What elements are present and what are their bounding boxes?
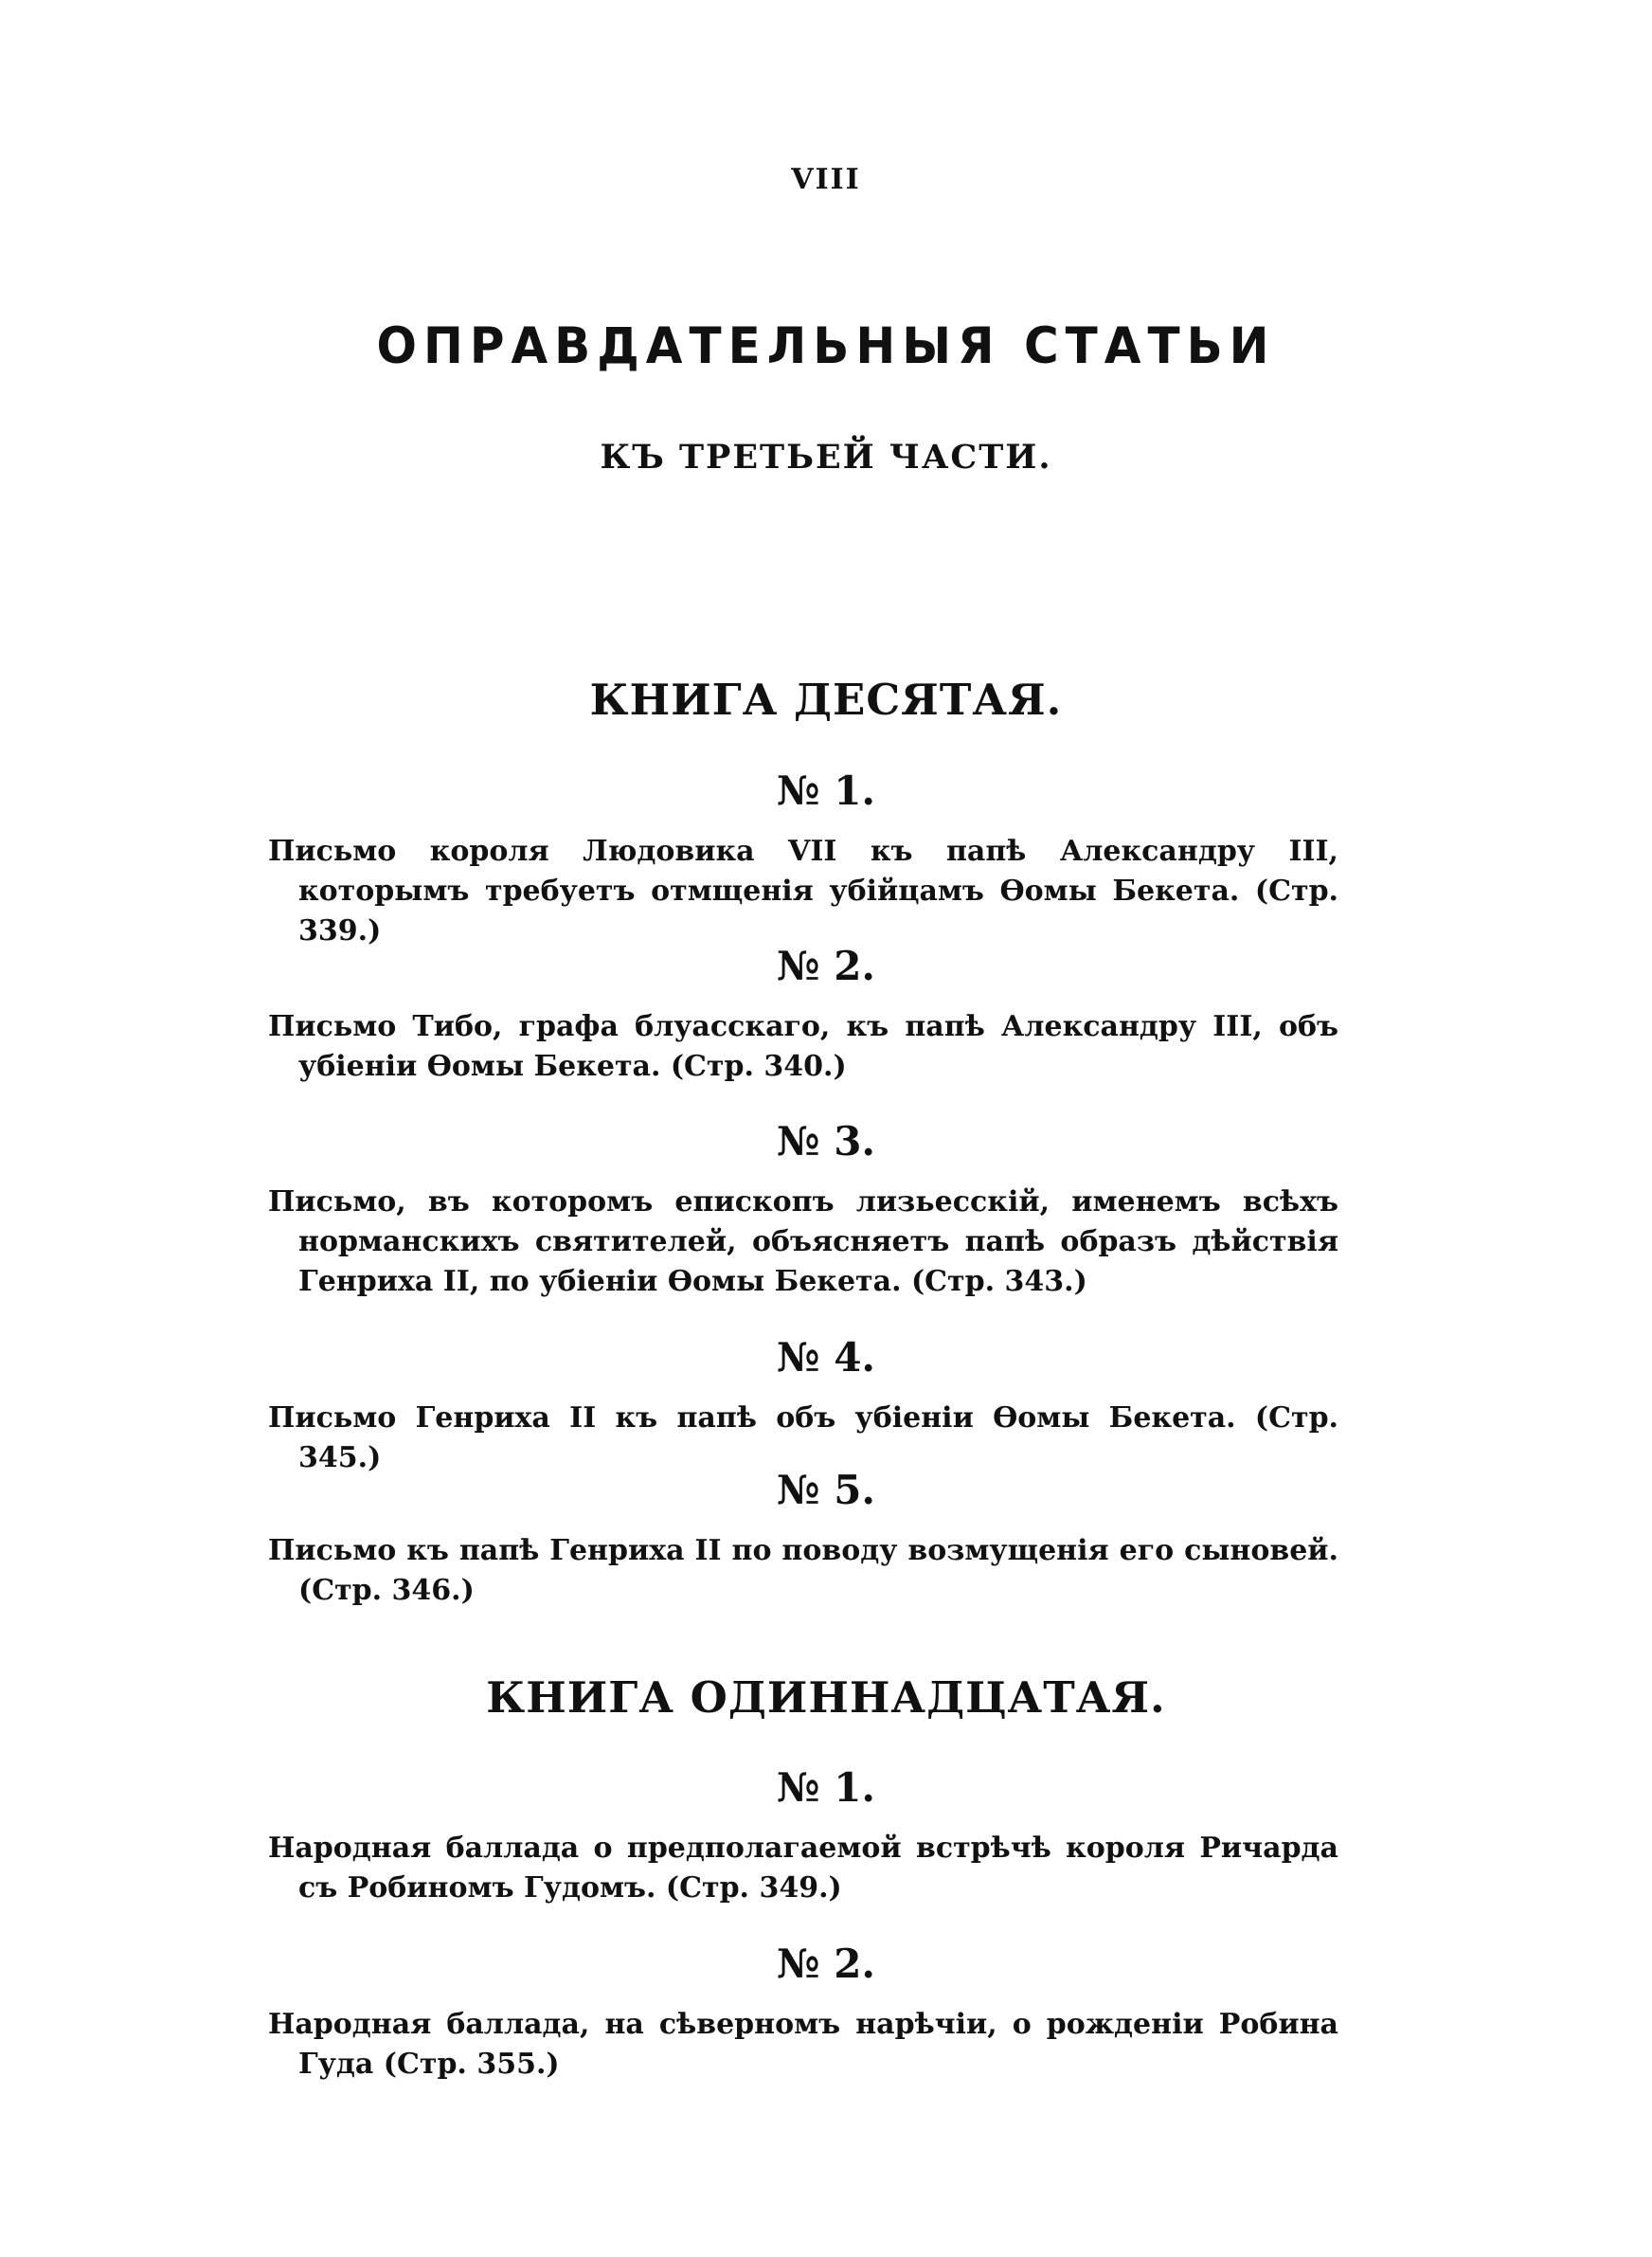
entry-number: № 5. xyxy=(776,1467,876,1513)
entry-text: Письмо къ папѣ Генриха II по поводу возмущенія его сыновей. (Стр. 346.) xyxy=(268,1534,1338,1607)
entry-text: Народная баллада, на сѣверномъ нарѣчіи, о рожденіи Робина Гуда (Стр. 355.) xyxy=(268,2008,1338,2081)
entry-number: № 1. xyxy=(776,1764,876,1811)
book-title-tenth: КНИГА ДЕСЯТАЯ. xyxy=(589,675,1063,725)
entry-text: Письмо, въ которомъ епископъ лизьесскій, именемъ всѣхъ норманскихъ святителей, объясняетъ папѣ образъ дѣйствія Генриха II, по убіеніи Ѳомы Бекета. (Стр. 343.) xyxy=(268,1185,1338,1298)
entry-number: № 4. xyxy=(776,1334,876,1381)
entry-text: Письмо Тибо, графа блуасскаго, къ папѣ Александру III, объ убіеніи Ѳомы Бекета. (Стр. 340.) xyxy=(268,1010,1338,1083)
entry-number: № 2. xyxy=(776,1941,876,1987)
entry-number: № 2. xyxy=(776,943,876,989)
entry-text: Письмо Генриха II къ папѣ объ убіеніи Ѳомы Бекета. (Стр. 345.) xyxy=(268,1401,1338,1474)
page-title: ОПРАВДАТЕЛЬНЫЯ СТАТЬИ xyxy=(376,316,1276,375)
book-title-eleventh: КНИГА ОДИННАДЦАТАЯ. xyxy=(486,1672,1166,1723)
entry-text: Народная баллада о предполагаемой встрѣчѣ короля Ричарда съ Робиномъ Гудомъ. (Стр. 349.) xyxy=(268,1832,1338,1905)
page-number: VIII xyxy=(791,163,861,196)
entry-number: № 1. xyxy=(776,767,876,814)
page-subtitle: КЪ ТРЕТЬЕЙ ЧАСТИ. xyxy=(600,438,1052,477)
entry-text: Письмо короля Людовика VII къ папѣ Александру III, которымъ требуетъ отмщенія убійцамъ Ѳомы Бекета. (Стр. 339.) xyxy=(268,835,1338,948)
entry-number: № 3. xyxy=(776,1118,876,1165)
